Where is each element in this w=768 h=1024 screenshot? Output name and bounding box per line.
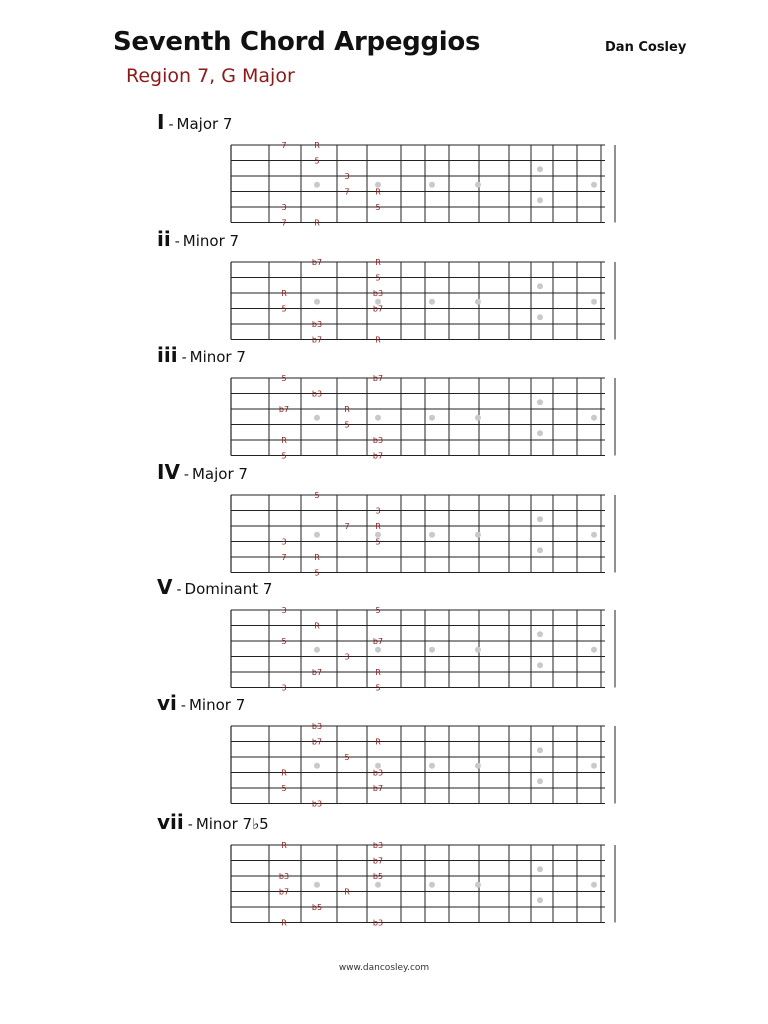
fretboard-diagram (211, 835, 615, 933)
fret-inlay-dot (314, 882, 320, 888)
fret-inlay-dot (537, 778, 543, 784)
note-label: 5 (375, 203, 381, 212)
note-label: b3 (372, 436, 384, 445)
fret-inlay-dot (537, 166, 543, 172)
fretboard-diagram (211, 135, 615, 233)
fret-inlay-dot (591, 763, 597, 769)
note-label: 5 (281, 784, 287, 793)
note-label: R (281, 289, 287, 298)
note-label: R (314, 621, 320, 631)
fret-inlay-dot (314, 763, 320, 769)
fret-inlay-dot (429, 763, 435, 769)
note-label: R (375, 335, 381, 345)
heading-separator: - (168, 117, 174, 133)
note-label: R (281, 918, 287, 928)
fret-inlay-dot (475, 532, 481, 538)
fret-inlay-dot (429, 299, 435, 305)
fret-inlay-dot (375, 647, 381, 653)
fret-inlay-dot (314, 532, 320, 538)
note-label: R (375, 668, 381, 677)
note-label: b7 (372, 637, 384, 646)
note-label: R (375, 737, 381, 747)
fret-inlay-dot (375, 882, 381, 888)
note-label: R (314, 218, 320, 228)
note-label: b7 (311, 335, 323, 345)
chord-numeral: vii (157, 810, 184, 834)
fretboard-diagram (211, 368, 615, 466)
fret-inlay-dot (537, 631, 543, 637)
fret-inlay-dot (314, 415, 320, 421)
note-label: b3 (372, 841, 384, 850)
fretboard-diagram (211, 252, 615, 350)
note-label: b3 (311, 722, 323, 731)
page-title: Seventh Chord Arpeggios (113, 27, 481, 57)
chord-heading (157, 691, 245, 715)
fret-inlay-dot (537, 283, 543, 289)
note-label: R (281, 436, 287, 445)
fret-inlay-dot (475, 182, 481, 188)
chord-quality: Minor 7 (189, 348, 246, 366)
note-label: 5 (344, 753, 350, 762)
note-label: 5 (375, 683, 381, 693)
note-label: b5 (311, 903, 323, 912)
note-label: 5 (344, 420, 350, 430)
fret-inlay-dot (475, 647, 481, 653)
fret-inlay-dot (591, 415, 597, 421)
heading-separator: - (181, 350, 187, 366)
chord-numeral: ii (157, 227, 171, 251)
chord-quality: Minor 7 (182, 232, 240, 250)
note-label: 5 (314, 156, 320, 166)
note-label: 7 (281, 141, 287, 150)
fret-inlay-dot (537, 747, 543, 753)
chord-quality: Major 7 (176, 115, 233, 133)
chord-heading (157, 575, 272, 599)
chord-numeral: IV (157, 460, 180, 484)
note-label: 3 (281, 683, 287, 693)
chord-heading (157, 110, 232, 134)
note-label: 5 (314, 491, 320, 500)
fret-inlay-dot (375, 415, 381, 421)
heading-separator: - (183, 467, 189, 483)
chord-heading (157, 227, 239, 251)
note-label: b7 (311, 258, 323, 267)
note-label: R (314, 141, 320, 150)
fret-inlay-dot (537, 197, 543, 203)
note-label: 7 (344, 522, 350, 531)
note-label: b7 (372, 856, 384, 866)
chord-heading (157, 460, 248, 484)
chord-quality: Minor 7 (188, 696, 246, 714)
fret-inlay-dot (475, 299, 481, 305)
fretboard-diagram (211, 716, 615, 814)
page-subtitle: Region 7, G Major (126, 65, 295, 87)
note-label: 7 (344, 187, 350, 197)
note-label: 5 (281, 304, 287, 314)
chord-quality: Major 7 (191, 465, 248, 483)
fret-inlay-dot (591, 299, 597, 305)
fret-inlay-dot (314, 182, 320, 188)
fret-inlay-dot (429, 882, 435, 888)
note-label: b3 (311, 799, 323, 809)
note-label: b3 (311, 320, 323, 329)
note-label: 3 (344, 652, 350, 662)
note-label: b7 (372, 374, 384, 383)
note-label: 5 (375, 273, 381, 283)
fret-inlay-dot (314, 299, 320, 305)
fret-inlay-dot (537, 314, 543, 320)
fret-inlay-dot (429, 415, 435, 421)
chord-heading (157, 810, 269, 834)
heading-separator: - (187, 817, 193, 833)
fret-inlay-dot (429, 647, 435, 653)
note-label: 7 (281, 218, 287, 228)
fret-inlay-dot (475, 882, 481, 888)
note-label: R (375, 187, 381, 197)
note-label: 3 (281, 606, 287, 615)
fret-inlay-dot (537, 516, 543, 522)
fret-inlay-dot (475, 763, 481, 769)
note-label: b3 (372, 918, 384, 928)
note-label: b3 (278, 872, 290, 881)
fret-inlay-dot (537, 897, 543, 903)
note-label: R (375, 258, 381, 267)
note-label: R (314, 553, 320, 562)
note-label: 3 (281, 203, 287, 212)
note-label: 5 (281, 374, 287, 383)
note-label: R (281, 768, 287, 778)
author-name: Dan Cosley (605, 40, 687, 55)
note-label: b7 (278, 887, 290, 897)
note-label: b7 (372, 784, 384, 793)
note-label: 7 (281, 553, 287, 562)
fret-inlay-dot (314, 647, 320, 653)
fret-inlay-dot (429, 532, 435, 538)
fret-inlay-dot (537, 399, 543, 405)
note-label: b3 (311, 389, 323, 399)
note-label: R (344, 405, 350, 414)
fret-inlay-dot (591, 182, 597, 188)
note-label: 5 (281, 451, 287, 461)
chord-quality: Dominant 7 (184, 580, 273, 598)
chord-numeral: V (157, 575, 173, 599)
fret-inlay-dot (537, 662, 543, 668)
chord-quality: Minor 7♭5 (195, 815, 269, 833)
note-label: b5 (372, 872, 384, 881)
note-label: b7 (372, 304, 384, 314)
chord-numeral: iii (157, 343, 178, 367)
note-label: 5 (375, 537, 381, 547)
note-label: b7 (311, 737, 323, 747)
fret-inlay-dot (591, 647, 597, 653)
fret-inlay-dot (537, 866, 543, 872)
note-label: b3 (372, 768, 384, 778)
note-label: R (375, 522, 381, 531)
note-label: b3 (372, 289, 384, 298)
heading-separator: - (180, 698, 186, 714)
chord-numeral: I (157, 110, 165, 134)
heading-separator: - (176, 582, 182, 598)
note-label: 5 (375, 606, 381, 615)
fret-inlay-dot (591, 882, 597, 888)
fretboard-diagram (211, 600, 615, 698)
fret-inlay-dot (537, 430, 543, 436)
heading-separator: - (174, 234, 180, 250)
note-label: b7 (372, 451, 384, 461)
note-label: 3 (344, 172, 350, 181)
fret-inlay-dot (537, 547, 543, 553)
fret-inlay-dot (475, 415, 481, 421)
fretboard-diagram (211, 485, 615, 583)
note-label: R (344, 887, 350, 897)
note-label: R (281, 841, 287, 850)
note-label: b7 (311, 668, 323, 677)
chord-heading (157, 343, 246, 367)
fret-inlay-dot (591, 532, 597, 538)
note-label: 3 (281, 537, 287, 547)
chord-numeral: vi (157, 691, 177, 715)
note-label: 5 (281, 637, 287, 646)
note-label: 3 (375, 506, 381, 516)
footer-url[interactable]: www.dancosley.com (338, 963, 430, 973)
fret-inlay-dot (429, 182, 435, 188)
note-label: 5 (314, 568, 320, 578)
note-label: b7 (278, 405, 290, 414)
